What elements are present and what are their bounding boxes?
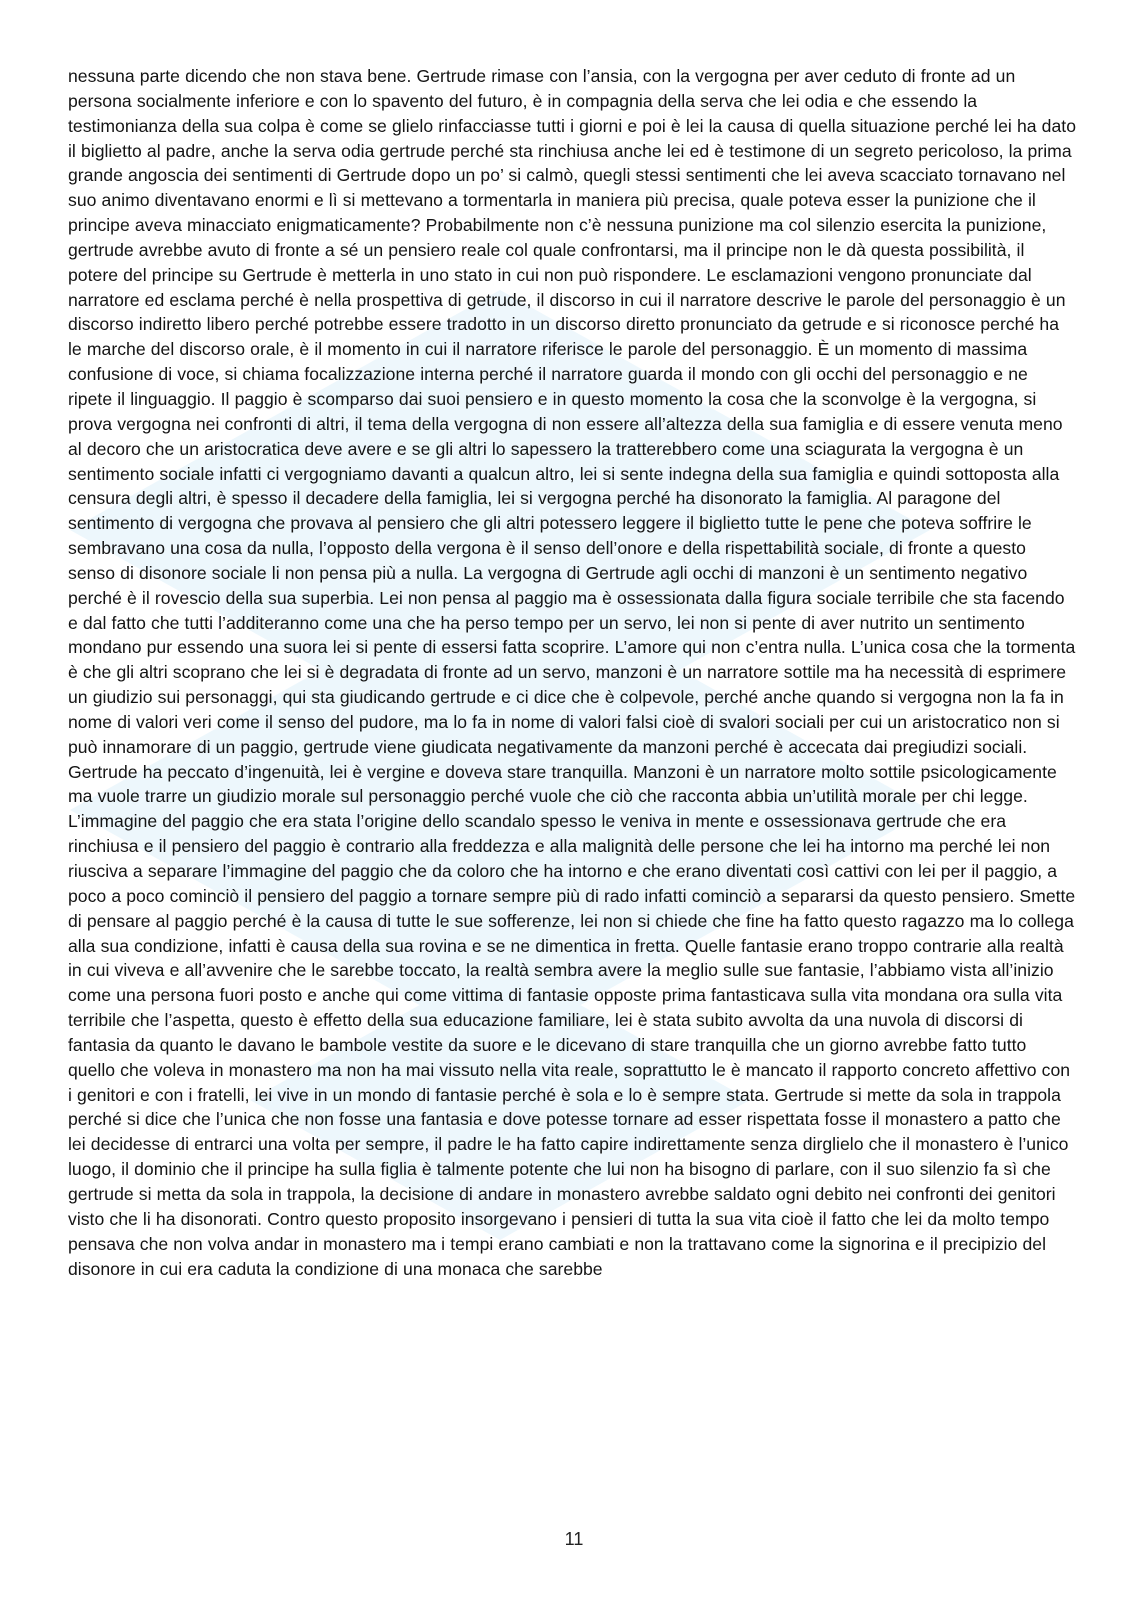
body-paragraph: nessuna parte dicendo che non stava bene. Gertrude rimase con l’ansia, con la vergogna per aver ceduto di fronte ad un persona socialmente inferiore e con lo spavento del futuro, è in compagnia della serva che lei odia e che essendo la testimonianza della sua colpa è come se glielo rinfacciasse tutti i giorni e poi è lei la causa di quella situazione perché lei ha dato il biglietto al padre, anche la serva odia gertrude perché sta rinchiusa anche lei ed è testimone di un segreto pericoloso, la prima grande angoscia dei sentimenti di Gertrude dopo un po’ si calmò, quegli stessi sentimenti che lei aveva scacciato tornavano nel suo animo diventavano enormi e lì si mettevano a tormentarla in maniera più precisa, quale poteva esser la punizione che il principe aveva minacciato enigmaticamente? Probabilmente non c’è nessuna punizione ma col silenzio esercita la punizione, gertrude avrebbe avuto di fronte a sé un pensiero reale col quale confrontarsi, ma il principe non le dà questa possibilità, il potere del principe su Gertrude è metterla in uno stato in cui non può rispondere. Le esclamazioni vengono pronunciate dal narratore ed esclama perché è nella prospettiva di getrude, il discorso in cui il narratore descrive le parole del personaggio è un discorso indiretto libero perché potrebbe essere tradotto in un discorso diretto pronunciato da getrude e si riconosce perché ha le marche del discorso orale, è il momento in cui il narratore riferisce le parole del personaggio. È un momento di massima confusione di voce, si chiama focalizzazione interna perché il narratore guarda il mondo con gli occhi del personaggio e ne ripete il linguaggio. Il paggio è scomparso dai suoi pensiero e in questo momento la cosa che la sconvolge è la vergogna, si prova vergogna nei confronti di altri, il tema della vergogna di non essere all’altezza della sua famiglia e di essere venuta meno al decoro che un aristocratica deve avere e se gli altri lo sapessero la tratterebbero come una sciagurata la vergogna è un sentimento sociale infatti ci vergogniamo davanti a qualcun altro, lei si sente indegna della sua famiglia e quindi sottoposta alla censura degli altri, è spesso il decadere della famiglia, lei si vergogna perché ha disonorato la famiglia. Al paragone del sentimento di vergogna che provava al pensiero che gli altri potessero leggere il biglietto tutte le pene che poteva soffrire le sembravano una cosa da nulla, l’opposto della vergona è il senso dell’onore e della rispettabilità sociale, di fronte a questo senso di disonore sociale li non pensa più a nulla. La vergogna di Gertrude agli occhi di manzoni è un sentimento negativo perché è il rovescio della sua superbia. Lei non pensa al paggio ma è ossessionata dalla figura sociale terribile che sta facendo e dal fatto che tutti l’additeranno come una che ha perso tempo per un servo, lei non si pente di aver nutrito un sentimento mondano pur essendo una suora lei si pente di essersi fatta scoprire. L’amore qui non c’entra nulla. L’unica cosa che la tormenta è che gli altri scoprano che lei si è degradata di fronte ad un servo, manzoni è un narratore sottile ma ha necessità di esprimere un giudizio sui personaggi, qui sta giudicando gertrude e ci dice che è colpevole, perché anche quando si vergogna non la fa in nome di valori veri come il senso del pudore, ma lo fa in nome di valori falsi cioè di svalori sociali per cui un aristocratico non si può innamorare di un paggio, gertrude viene giudicata negativamente da manzoni perché è accecata dai pregiudizi sociali. Gertrude ha peccato d’ingenuità, lei è vergine e doveva stare tranquilla. Manzoni è un narratore molto sottile psicologicamente ma vuole trarre un giudizio morale sul personaggio perché vuole che ciò che racconta abbia un’utilità morale per chi legge. L’immagine del paggio che era stata l’origine dello scandalo spesso le veniva in mente e ossessionava gertrude che era rinchiusa e il pensiero del paggio è contrario alla freddezza e alla malignità delle persone che lei ha intorno ma perché lei non riusciva a separare l’immagine del paggio che da coloro che ha intorno e che erano diventati così cattivi con lei per il paggio, a poco a poco cominciò il pensiero del paggio a tornare sempre più di rado infatti cominciò a separarsi da questo pensiero. Smette di pensare al paggio perché è la causa di tutte le sue sofferenze, lei non si chiede che fine ha fatto questo ragazzo ma lo collega alla sua condizione, infatti è causa della sua rovina e se ne dimentica in fretta. Quelle fantasie erano troppo contrarie alla realtà in cui viveva e all’avvenire che le sarebbe toccato, la realtà sembra avere la meglio sulle sue fantasie, l’abbiamo vista all’inizio come una persona fuori posto e anche qui come vittima di fantasie opposte prima fantasticava sulla vita mondana ora sulla vita terribile che l’aspetta, questo è effetto della sua educazione familiare, lei è stata subito avvolta da una nuvola di discorsi di fantasia da quanto le davano le bambole vestite da suore e le dicevano di stare tranquilla che un giorno avrebbe fatto tutto quello che voleva in monastero ma non ha mai vissuto nella vita reale, soprattutto le è mancato il rapporto concreto affettivo con i genitori e con i fratelli, lei vive in un mondo di fantasie perché è sola e lo è sempre stata. Gertrude si mette da sola in trappola perché si dice che l’unica che non fosse una fantasia e dove potesse tornare ad esser rispettata fosse il monastero a patto che lei decidesse di entrarci una volta per sempre, il padre le ha fatto capire indirettamente senza dirglielo che il monastero è l’unico luogo, il dominio che il principe ha sulla figlia è talmente potente che lui non ha bisogno di parlare, con il suo silenzio fa sì che gertrude si metta da sola in trappola, la decisione di andare in monastero avrebbe saldato ogni debito nei confronti dei genitori visto che li ha disonorati. Contro questo proposito insorgevano i pensieri di tutta la sua vita cioè il fatto che lei da molto tempo pensava che non volva andar in monastero ma i tempi erano cambiati e non la trattavano come la signorina e il precipizio del disonore in cui era caduta la condizione di una monaca che sarebbe — [68, 66, 1076, 1279]
page-number: 11 — [564, 1529, 584, 1549]
